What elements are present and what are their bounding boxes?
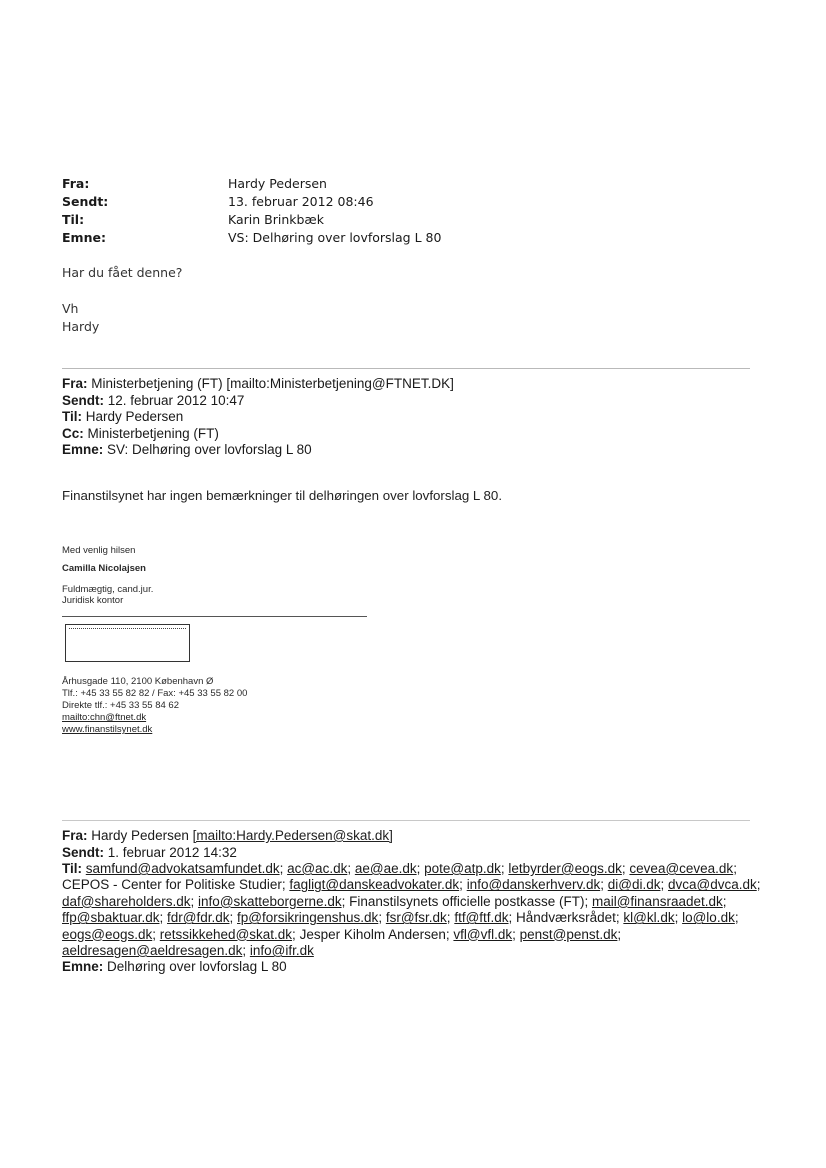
- to-label: Til:: [62, 861, 82, 876]
- header-row: [62, 845, 762, 862]
- from-value: Ministerbetjening (FT) [mailto:Ministerbetjening@FTNET.DK]: [91, 376, 454, 391]
- recipient-name: CEPOS - Center for Politiske Studier: [62, 877, 282, 893]
- recipient-email-link[interactable]: pote@atp.dk: [424, 861, 501, 876]
- signature-title: Fuldmægtig, cand.jur.: [62, 584, 154, 595]
- divider: [62, 368, 750, 369]
- recipient-email-link[interactable]: fagligt@danskeadvokater.dk: [289, 877, 460, 893]
- to-label: Til:: [62, 409, 82, 424]
- signature-phone: Tlf.: +45 33 55 82 82 / Fax: +45 33 55 82 00: [62, 688, 248, 699]
- signature-greeting: Med venlig hilsen: [62, 545, 136, 556]
- recipient-email-link[interactable]: samfund@advokatsamfundet.dk: [85, 861, 280, 876]
- header-row: [62, 393, 762, 410]
- recipient-email-link[interactable]: penst@penst.dk: [519, 926, 618, 942]
- header-row: [62, 376, 762, 393]
- to-value: Karin Brinkbæk: [228, 212, 324, 227]
- header-row: [62, 442, 762, 459]
- recipient-email-link[interactable]: vfl@vfl.dk: [453, 926, 513, 942]
- subject-label: Emne:: [62, 959, 104, 974]
- email-header-original: [62, 828, 762, 861]
- sent-label: Sendt:: [62, 392, 104, 408]
- recipient-name: Jesper Kiholm Andersen: [299, 926, 446, 942]
- recipient-email-link[interactable]: daf@shareholders.dk: [62, 893, 191, 909]
- recipient-list: [62, 861, 762, 959]
- recipient-name: Finanstilsynets officielle postkasse (FT): [349, 893, 585, 909]
- sent-value: 12. februar 2012 10:47: [107, 392, 245, 408]
- header-row: [62, 409, 762, 426]
- recipient-email-link[interactable]: ae@ae.dk: [354, 861, 417, 876]
- recipient-email-link[interactable]: eogs@eogs.dk: [62, 926, 153, 942]
- sent-label: Sendt:: [62, 194, 109, 209]
- subject-label: Emne:: [62, 230, 106, 245]
- recipient-email-link[interactable]: fp@forsikringenshus.dk: [237, 910, 379, 926]
- recipient-email-link[interactable]: ftf@ftf.dk: [454, 910, 509, 926]
- signature-name: Camilla Nicolajsen: [62, 563, 146, 574]
- recipient-email-link[interactable]: retssikkehed@skat.dk: [159, 926, 293, 942]
- logo-image-placeholder: [65, 624, 190, 662]
- divider: [62, 820, 750, 821]
- subject-value: Delhøring over lovforslag L 80: [107, 959, 287, 974]
- signature-department: Juridisk kontor: [62, 595, 124, 606]
- recipient-email-link[interactable]: info@danskerhverv.dk: [466, 877, 601, 893]
- to-label: Til:: [62, 212, 85, 227]
- signature-website-link[interactable]: www.finanstilsynet.dk: [62, 724, 153, 735]
- subject-value: VS: Delhøring over lovforslag L 80: [228, 230, 442, 245]
- recipient-email-link[interactable]: kl@kl.dk: [623, 910, 675, 926]
- recipient-email-link[interactable]: dvca@dvca.dk: [667, 877, 757, 893]
- signature-direct-phone: Direkte tlf.: +45 33 55 84 62: [62, 700, 179, 711]
- to-value: Hardy Pedersen: [85, 409, 184, 424]
- signature-address: Århusgade 110, 2100 København Ø: [62, 676, 214, 687]
- subject-label: Emne:: [62, 442, 104, 457]
- recipient-email-link[interactable]: info@ifr.dk: [249, 943, 314, 959]
- recipient-email-link[interactable]: mail@finansraadet.dk: [591, 893, 723, 909]
- body-line: Hardy: [62, 319, 100, 334]
- header-row: [62, 426, 762, 443]
- from-label: Fra:: [62, 176, 90, 191]
- sent-label: Sendt:: [62, 844, 104, 860]
- from-value: Hardy Pedersen: [228, 176, 327, 191]
- from-label: Fra:: [62, 828, 88, 843]
- recipient-email-link[interactable]: fdr@fdr.dk: [167, 910, 230, 926]
- from-label: Fra:: [62, 376, 88, 391]
- reply-body: Finanstilsynet har ingen bemærkninger til delhøringen over lovforslag L 80.: [62, 488, 503, 503]
- body-line: Har du fået denne?: [62, 265, 183, 280]
- body-line: Vh: [62, 301, 79, 316]
- from-value: Hardy Pedersen: [91, 828, 189, 843]
- recipient-email-link[interactable]: letbyrder@eogs.dk: [508, 861, 622, 876]
- recipient-email-link[interactable]: ac@ac.dk: [287, 861, 348, 876]
- signature-divider: [62, 616, 367, 617]
- header-row: [62, 828, 762, 845]
- recipient-email-link[interactable]: lo@lo.dk: [682, 910, 735, 926]
- subject-value: SV: Delhøring over lovforslag L 80: [107, 442, 312, 457]
- header-row: [62, 959, 287, 976]
- sent-value: 1. februar 2012 14:32: [107, 844, 237, 860]
- signature-email-link[interactable]: mailto:chn@ftnet.dk: [62, 712, 147, 723]
- recipient-email-link[interactable]: ffp@sbaktuar.dk: [62, 910, 160, 926]
- sent-value: 13. februar 2012 08:46: [228, 194, 374, 209]
- recipient-email-link[interactable]: cevea@cevea.dk: [629, 861, 734, 876]
- email-header-reply: [62, 376, 762, 459]
- recipient-name: Håndværksrådet: [516, 910, 616, 926]
- cc-value: Ministerbetjening (FT): [87, 425, 219, 441]
- cc-label: Cc:: [62, 425, 84, 441]
- recipient-email-link[interactable]: aeldresagen@aeldresagen.dk: [62, 943, 243, 959]
- recipient-email-link[interactable]: info@skatteborgerne.dk: [198, 893, 342, 909]
- from-mailto-link[interactable]: [mailto:Hardy.Pedersen@skat.dk]: [192, 828, 393, 843]
- recipient-email-link[interactable]: fsr@fsr.dk: [385, 910, 447, 926]
- recipient-email-link[interactable]: di@di.dk: [607, 877, 661, 893]
- recipient-items: samfund@advokatsamfundet.dk; ac@ac.dk; ae@ae.dk; pote@atp.dk; letbyrder@eogs.dk; cevea@cevea.dk; CEPOS - Center for Politiske Studier; fagligt@danskeadvokater.dk; info@danskerhverv.dk; di@di.dk; dvca@dvca.dk; daf@shareholders.dk; info@skatteborgerne.dk; Finanstilsynets officielle postkasse (FT); mail@finansraadet.dk; ffp@sbaktuar.dk; fdr@fdr.dk; fp@forsikringenshus.dk; fsr@fsr.dk; ftf@ftf.dk; Håndværksrådet; kl@kl.dk; lo@lo.dk; eogs@eogs.dk; retssikkehed@skat.dk; Jesper Kiholm Andersen; vfl@vfl.dk; penst@penst.dk; aeldresagen@aeldresagen.dk; info@ifr.dk: [62, 861, 761, 959]
